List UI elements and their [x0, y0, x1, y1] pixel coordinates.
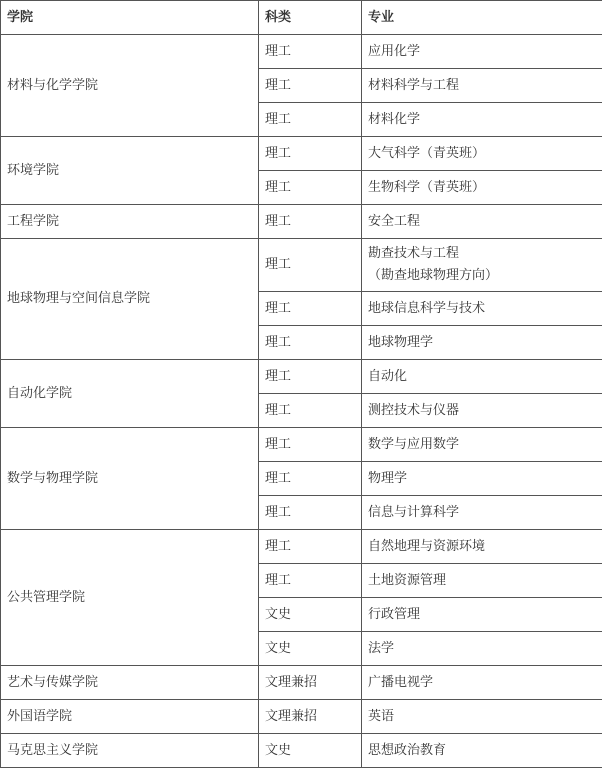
category-cell: 理工: [259, 564, 362, 598]
table-row: [1, 666, 602, 700]
category-cell: 文史: [259, 734, 362, 768]
category-cell: 文史: [259, 632, 362, 666]
category-cell: 理工: [259, 69, 362, 103]
category-cell: 理工: [259, 292, 362, 326]
college-name: 材料与化学学院: [1, 35, 259, 137]
major-cell: 物理学: [362, 462, 602, 496]
header-college: 学院: [1, 1, 259, 35]
category-cell: 理工: [259, 35, 362, 69]
major-cell: 材料化学: [362, 103, 602, 137]
category-cell: 理工: [259, 103, 362, 137]
category-cell: 理工: [259, 171, 362, 205]
category-cell: 理工: [259, 137, 362, 171]
major-cell: 测控技术与仪器: [362, 394, 602, 428]
college-name: 地球物理与空间信息学院: [1, 239, 259, 360]
major-cell: 自然地理与资源环境: [362, 530, 602, 564]
header-category: 科类: [259, 1, 362, 35]
major-cell: 地球信息科学与技术: [362, 292, 602, 326]
table-row: [1, 530, 602, 564]
table-row: [1, 35, 602, 69]
major-line-1: 勘查技术与工程: [368, 246, 460, 261]
table-row: [1, 205, 602, 239]
category-cell: 文理兼招: [259, 700, 362, 734]
major-cell: 行政管理: [362, 598, 602, 632]
category-cell: 理工: [259, 360, 362, 394]
category-cell: 文理兼招: [259, 666, 362, 700]
college-name: 工程学院: [1, 205, 259, 239]
header-row: [1, 1, 602, 35]
category-cell: 理工: [259, 326, 362, 360]
major-cell: 地球物理学: [362, 326, 602, 360]
college-name: 公共管理学院: [1, 530, 259, 666]
table-row: [1, 734, 602, 768]
major-cell: 应用化学: [362, 35, 602, 69]
major-cell: 土地资源管理: [362, 564, 602, 598]
college-name: 数学与物理学院: [1, 428, 259, 530]
major-cell: [362, 239, 602, 292]
category-cell: 理工: [259, 205, 362, 239]
table-row: [1, 239, 602, 292]
major-cell: 大气科学（青英班）: [362, 137, 602, 171]
major-cell: 思想政治教育: [362, 734, 602, 768]
category-cell: 文史: [259, 598, 362, 632]
category-cell: 理工: [259, 239, 362, 292]
major-cell: 广播电视学: [362, 666, 602, 700]
college-name: 环境学院: [1, 137, 259, 205]
header-major: 专业: [362, 1, 602, 35]
category-cell: 理工: [259, 428, 362, 462]
major-cell: 生物科学（青英班）: [362, 171, 602, 205]
table-row: [1, 360, 602, 394]
table-row: [1, 137, 602, 171]
major-cell: 材料科学与工程: [362, 69, 602, 103]
category-cell: 理工: [259, 394, 362, 428]
category-cell: 理工: [259, 462, 362, 496]
category-cell: 理工: [259, 496, 362, 530]
table-row: [1, 428, 602, 462]
major-cell: 信息与计算科学: [362, 496, 602, 530]
table-row: [1, 700, 602, 734]
major-cell: 安全工程: [362, 205, 602, 239]
major-cell: 法学: [362, 632, 602, 666]
category-cell: 理工: [259, 530, 362, 564]
college-name: 马克思主义学院: [1, 734, 259, 768]
major-cell: 自动化: [362, 360, 602, 394]
college-name: 艺术与传媒学院: [1, 666, 259, 700]
major-line-2: （勘查地球物理方向）: [368, 268, 499, 283]
major-cell: 英语: [362, 700, 602, 734]
college-name: 自动化学院: [1, 360, 259, 428]
college-name: 外国语学院: [1, 700, 259, 734]
major-cell: 数学与应用数学: [362, 428, 602, 462]
